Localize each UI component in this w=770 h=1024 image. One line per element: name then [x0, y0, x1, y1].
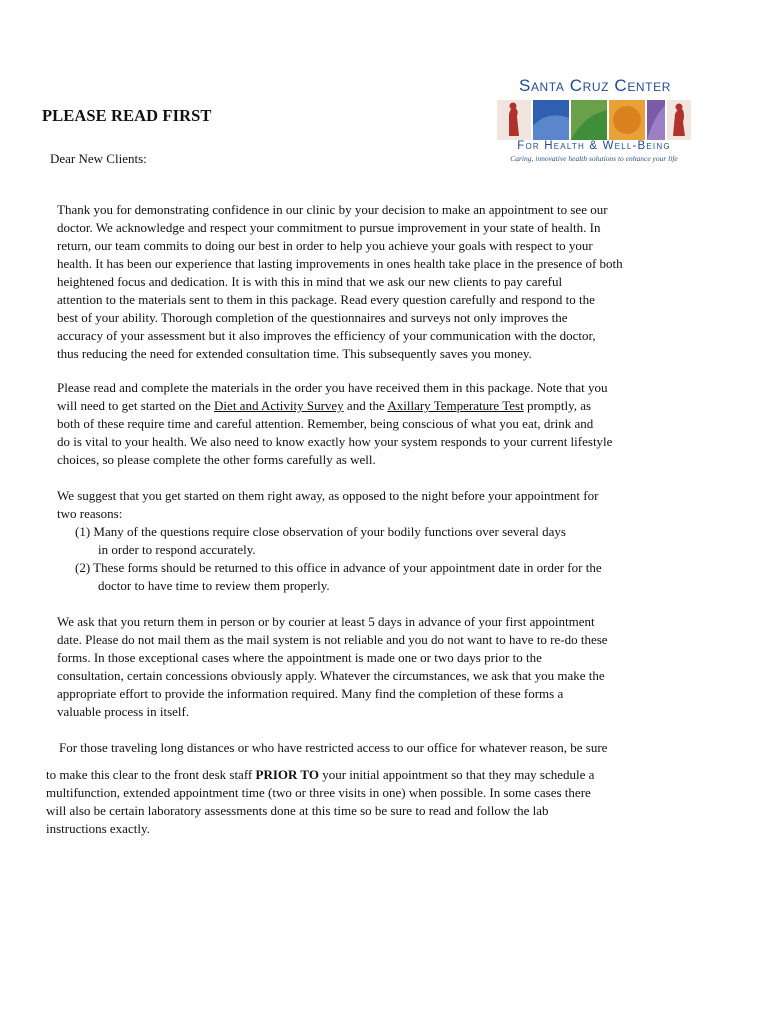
text-fragment: to make this clear to the front desk staff: [46, 767, 256, 782]
text-line: instructions exactly.: [46, 821, 150, 836]
text-line: We suggest that you get started on them right away, as opposed to the night before your appointment for: [57, 488, 599, 503]
text-line: appropriate effort to provide the information required. Many find the completion of these forms a: [57, 686, 564, 701]
text-line: accuracy of your assessment but it also improves the efficiency of your communication with the doctor,: [57, 328, 596, 343]
text-fragment: will need to get started on the: [57, 398, 215, 413]
text-line: both of these require time and careful attention. Remember, being conscious of what you eat, drink and: [57, 416, 594, 431]
text-line: do is vital to your health. We also need to know exactly how your system responds to your current lifestyle: [57, 434, 613, 449]
logo-subtitle: For Health & Well-Being: [517, 140, 671, 152]
text-line: date. Please do not mail them as the mail system is not reliable and you do not want to have to re-do these: [57, 632, 608, 647]
diet-activity-survey-reference: Diet and Activity Survey: [214, 398, 344, 413]
text-line: forms. In those exceptional cases where the appointment is made one or two days prior to the: [57, 650, 542, 665]
text-line: doctor. We acknowledge and respect your commitment to pursue improvement in your state of health. In: [57, 220, 601, 235]
text-fragment: and the: [343, 398, 388, 413]
paragraph-intro: [57, 201, 623, 363]
paragraph-travel: [46, 766, 594, 838]
axillary-temperature-test-reference: Axillary Temperature Test: [387, 398, 524, 413]
text-line: return, our team commits to doing our best in order to help you achieve your goals with respect to your: [57, 238, 593, 253]
text-line: Thank you for demonstrating confidence in our clinic by your decision to make an appointment to see our: [57, 202, 608, 217]
text-line: consultation, certain concessions obviously apply. Whatever the circumstances, we ask that you make the: [57, 668, 605, 683]
salutation: Dear New Clients:: [50, 151, 147, 166]
text-fragment: your initial appointment so that they may schedule a: [318, 767, 595, 782]
text-line: Please read and complete the materials in the order you have received them in this package. Note that you: [57, 380, 608, 395]
text-line: health. It has been our experience that lasting improvements in ones health take place in the presence of both: [57, 256, 623, 271]
text-fragment: promptly, as: [523, 398, 592, 413]
logo-image-strip: [497, 100, 691, 140]
text-line: will also be certain laboratory assessments done at this time so be sure to read and follow the lab: [46, 803, 549, 818]
text-line: two reasons:: [57, 506, 123, 521]
text-line: best of your ability. Thorough completion of the questionnaires and surveys not only improves the: [57, 310, 568, 325]
text-line: multifunction, extended appointment time (two or three visits in one) when possible. In some cases there: [46, 785, 591, 800]
paragraph-travel-line1: [59, 739, 607, 757]
paragraph-return: [57, 613, 608, 721]
paragraph-order: [57, 379, 612, 469]
text-line: valuable process in itself.: [57, 704, 190, 719]
text-line: attention to the materials sent to them in this package. Read every question carefully and respond to the: [57, 292, 595, 307]
text-line: We ask that you return them in person or by courier at least 5 days in advance of your first appointment: [57, 614, 595, 629]
text-line: For those traveling long distances or who have restricted access to our office for whatever reason, be sure: [59, 740, 608, 755]
text-line: [57, 397, 612, 415]
page-heading: PLEASE READ FIRST: [42, 106, 212, 125]
text-line: heightened focus and dedication. It is with this in mind that we ask our new clients to pay careful: [57, 274, 563, 289]
logo: [494, 76, 694, 166]
text-line: choices, so please complete the other forms carefully as well.: [57, 452, 376, 467]
logo-tagline: Caring, innovative health solutions to enhance your life: [510, 154, 678, 163]
reason-1-continued: in order to respond accurately.: [98, 542, 256, 557]
prior-to-emphasis: PRIOR TO: [255, 767, 319, 782]
paragraph-reasons: [57, 487, 602, 595]
reason-2-continued: doctor to have time to review them properly.: [98, 578, 330, 593]
reason-1: (1) Many of the questions require close observation of your bodily functions over several days: [75, 524, 566, 539]
logo-title: Santa Cruz Center: [519, 76, 671, 95]
text-line: [46, 766, 594, 784]
text-line: thus reducing the need for extended consultation time. This subsequently saves you money.: [57, 346, 532, 361]
reason-2: (2) These forms should be returned to this office in advance of your appointment date in order for the: [75, 560, 602, 575]
